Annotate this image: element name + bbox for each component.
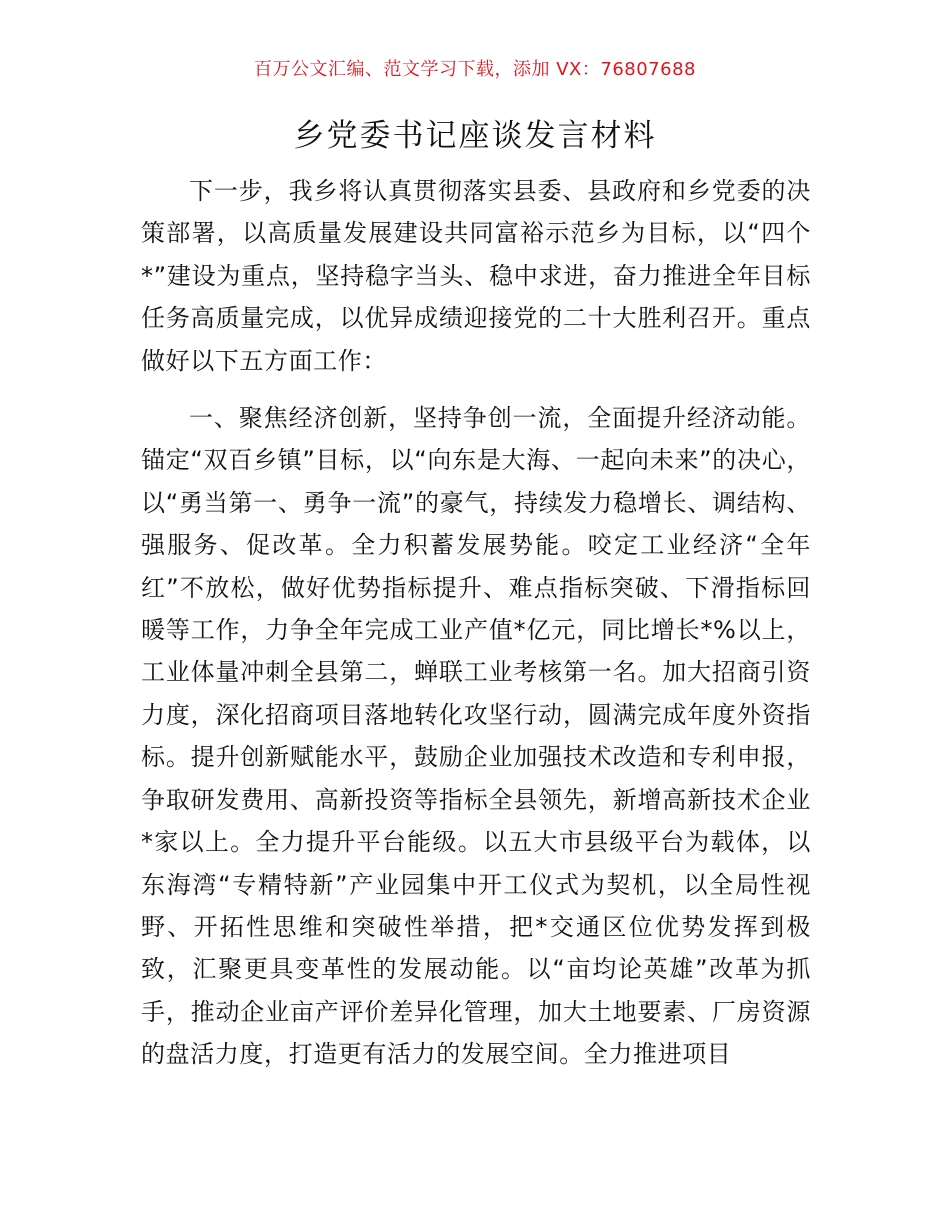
document-title: 乡党委书记座谈发言材料: [293, 118, 657, 154]
header-banner: 百万公文汇编、范文学习下载，添加 VX：76807688: [254, 59, 696, 80]
document-body: [141, 170, 811, 1076]
paragraph-section-one: 一、聚焦经济创新，坚持争创一流，全面提升经济动能。锚定“双百乡镇”目标，以“向东是大海、一起向未来”的决心，以“勇当第一、勇争一流”的豪气，持续发力稳增长、调结构、强服务、促改革。全力积蓄发展势能。咬定工业经济“全年红”不放松，做好优势指标提升、难点指标突破、下滑指标回暖等工作，力争全年完成工业产值*亿元，同比增长*%以上，工业体量冲刺全县第二，蝉联工业考核第一名。加大招商引资力度，深化招商项目落地转化攻坚行动，圆满完成年度外资指标。提升创新赋能水平，鼓励企业加强技术改造和专利申报，争取研发费用、高新投资等指标全县领先，新增高新技术企业*家以上。全力提升平台能级。以五大市县级平台为载体，以东海湾“专精特新”产业园集中开工仪式为契机，以全局性视野、开拓性思维和突破性举措，把*交通区位优势发挥到极致，汇聚更具变革性的发展动能。以“亩均论英雄”改革为抓手，推动企业亩产评价差异化管理，加大土地要素、厂房资源的盘活力度，打造更有活力的发展空间。全力推进项目: [141, 404, 811, 1069]
paragraph-intro: 下一步，我乡将认真贯彻落实县委、县政府和乡党委的决策部署，以高质量发展建设共同富裕示范乡为目标，以“四个*”建设为重点，坚持稳字当头、稳中求进，奋力推进全年目标任务高质量完成，以优异成绩迎接党的二十大胜利召开。重点做好以下五方面工作：: [141, 177, 811, 375]
